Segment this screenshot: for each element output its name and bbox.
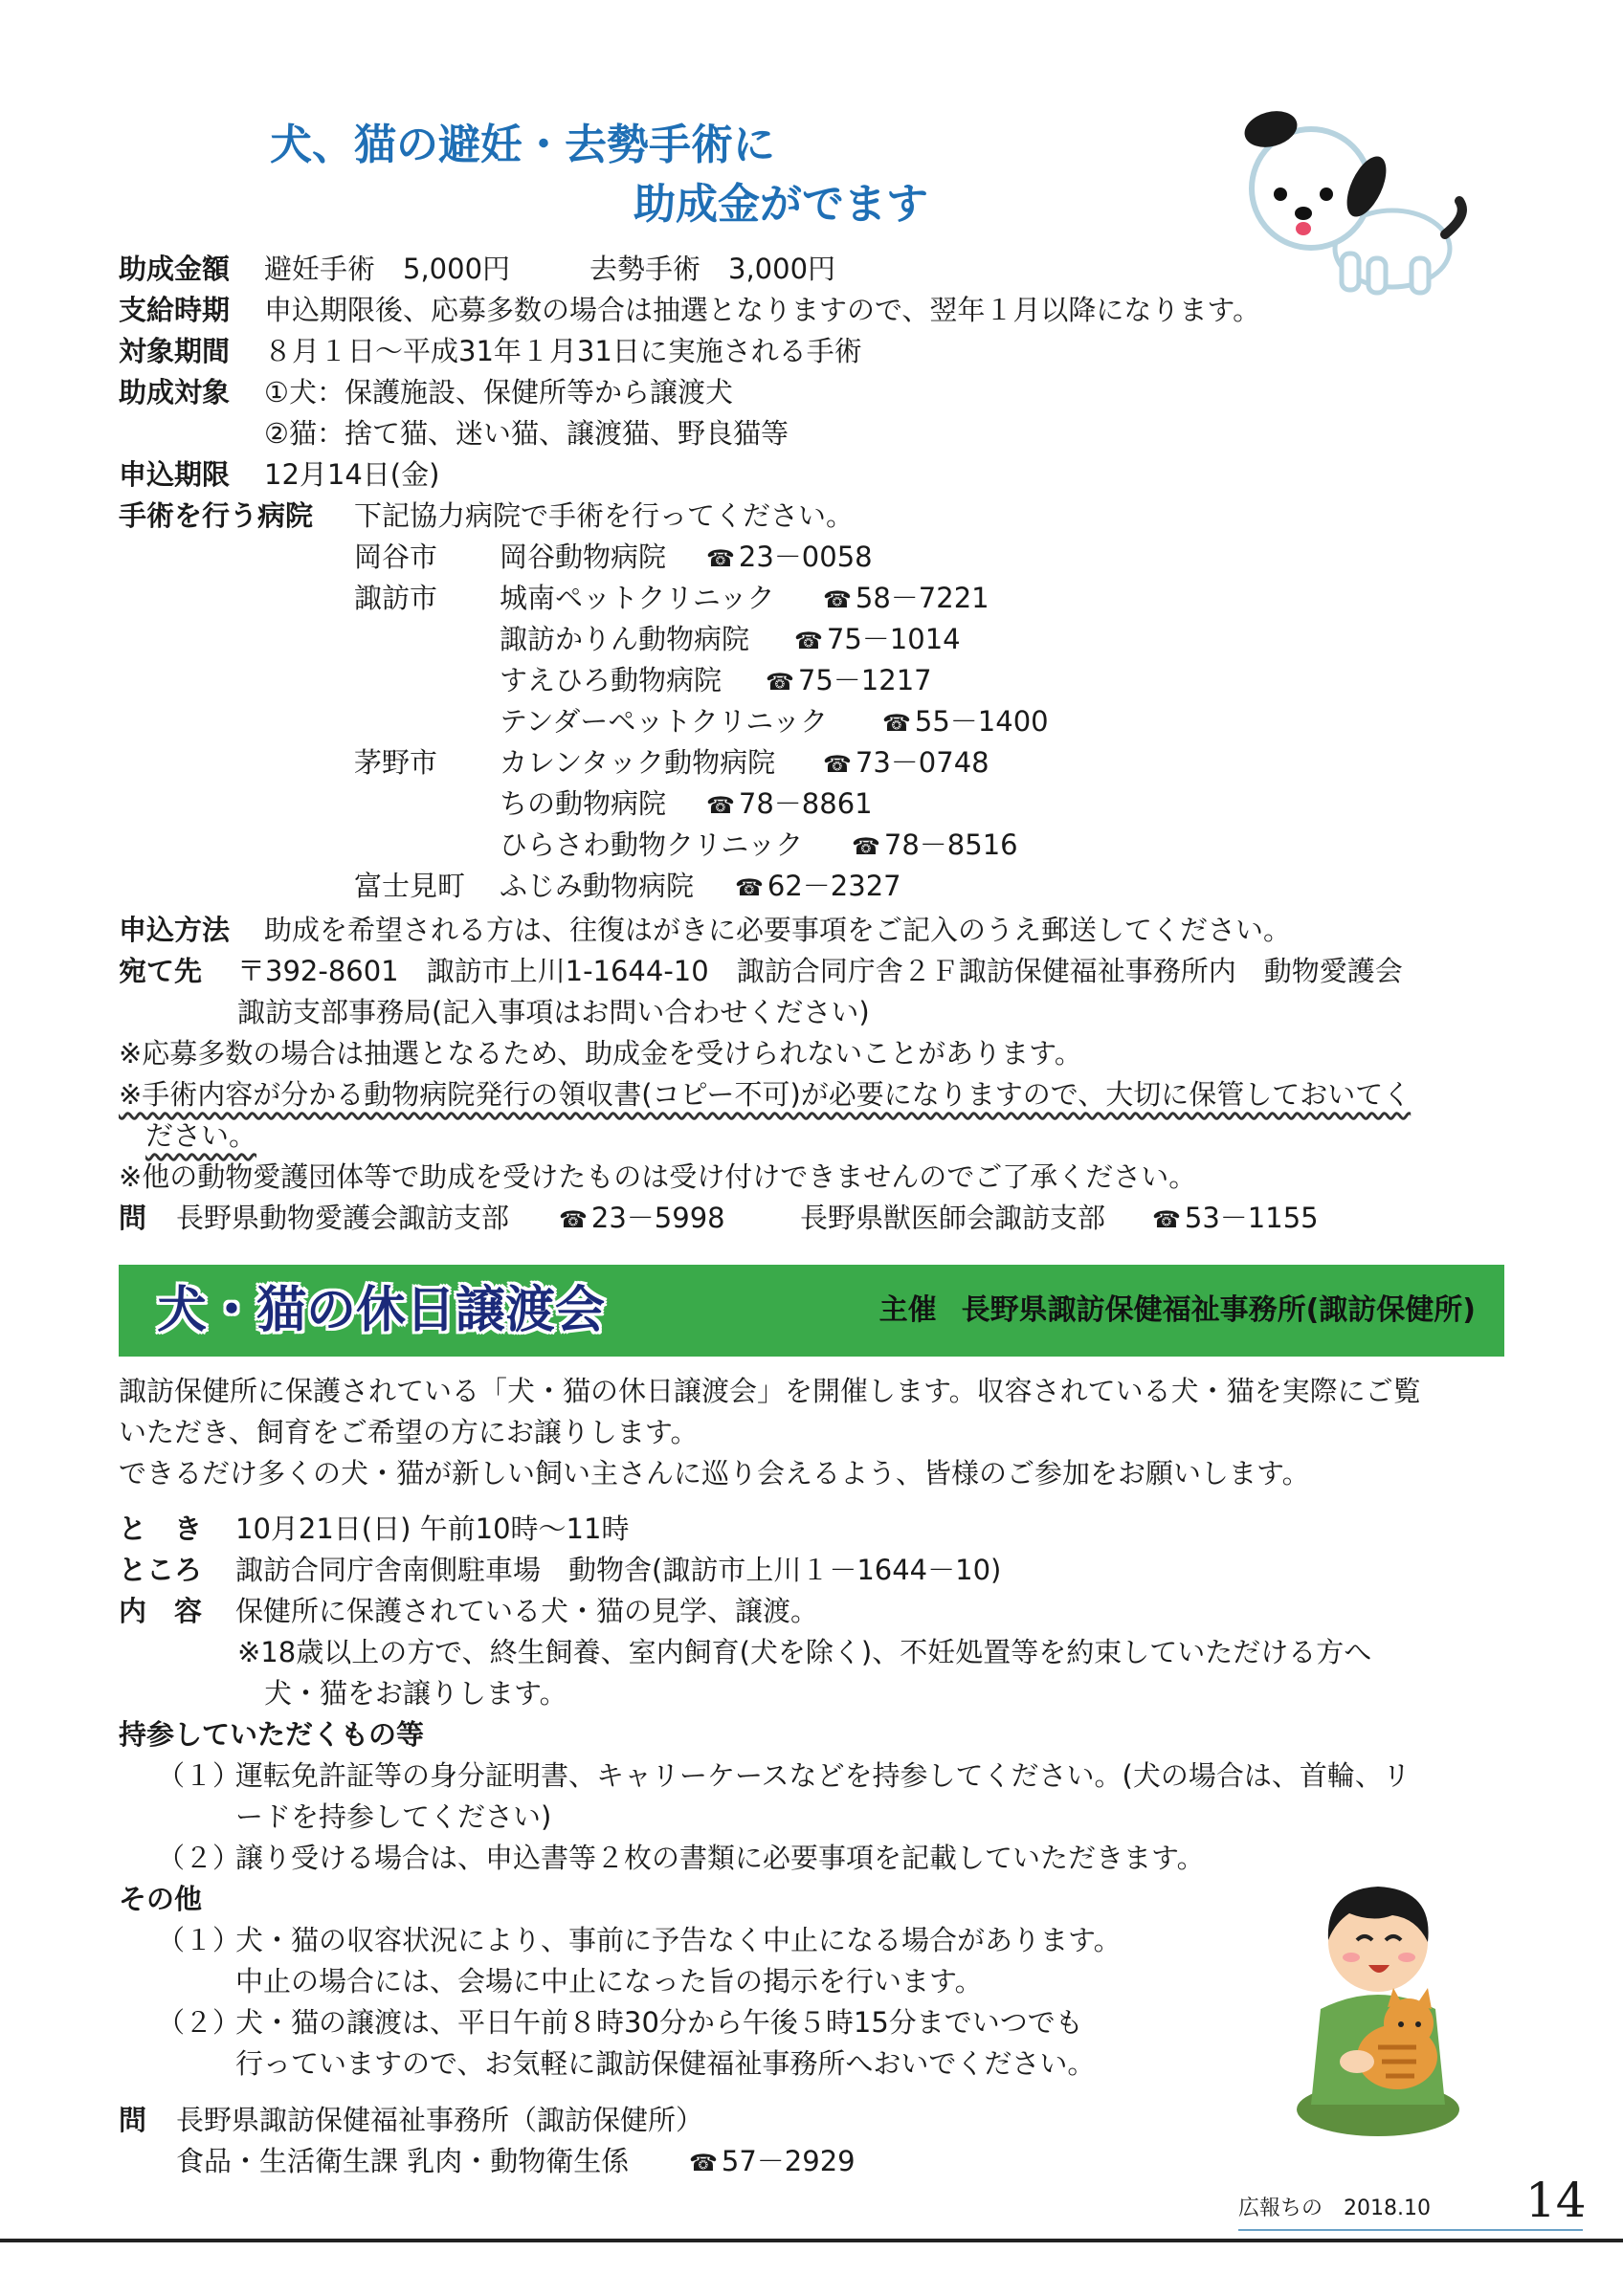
deadline-text: 12月14日(金) [264, 458, 440, 491]
contact1-name: 長野県動物愛護会諏訪支部 [176, 1202, 510, 1234]
boy-with-cat-illustration [1282, 1866, 1474, 2143]
hospital-city: 岡谷市 [354, 541, 438, 573]
hospital-row [354, 702, 1215, 743]
hospital-name: ひらさわ動物クリニック [500, 828, 804, 861]
content-label: 内 容 [119, 1595, 203, 1627]
intro-line3: できるだけ多くの犬・猫が新しい飼い主さんに巡り会えるよう、皆様のご参加をお願いします。 [119, 1457, 1310, 1490]
note-2-line2 [145, 1116, 256, 1155]
hospital-tel: ☎ 78－8861 [706, 784, 873, 825]
other-2-line1: 犬・猫の譲渡は、平日午前８時30分から午後５時15分までいつでも [235, 2006, 1083, 2039]
target-1: ①犬：保護施設、保健所等から譲渡犬 [264, 376, 733, 408]
target-2: ②猫：捨て猫、迷い猫、譲渡猫、野良猫等 [264, 417, 789, 450]
footer-publication: 広報ちの 2018.10 [1238, 2197, 1431, 2220]
address-line2: 諏訪支部事務局(記入事項はお問い合わせください) [237, 996, 870, 1028]
event-banner-title: 犬・猫の休日譲渡会 [157, 1282, 606, 1339]
hospital-tel: ☎ 58－7221 [823, 579, 989, 619]
other-label: その他 [119, 1883, 203, 1915]
event-contact-label: 問 [119, 2104, 147, 2136]
hospital-row [354, 784, 1215, 826]
payment-label: 支給時期 [119, 294, 231, 326]
hospital-name: カレンタック動物病院 [500, 746, 776, 779]
bring-1-line1: 運転免許証等の身分証明書、キャリーケースなどを持参してください。(犬の場合は、首輪、リ [235, 1759, 1411, 1792]
hospital-row [354, 826, 1215, 867]
bring-label: 持参していただくもの等 [119, 1718, 425, 1751]
amount-label: 助成金額 [119, 253, 231, 285]
hospital-tel: ☎ 75－1014 [794, 620, 961, 660]
contact2-name: 長野県獣医師会諏訪支部 [800, 1202, 1106, 1234]
hospital-intro: 下記協力病院で手術を行ってください。 [354, 499, 855, 532]
hospital-city: 諏訪市 [354, 582, 438, 614]
bring-2-num: （２） [157, 1842, 241, 1874]
hospital-tel: ☎ 23－0058 [706, 538, 873, 578]
method-text: 助成を希望される方は、往復はがきに必要事項をご記入のうえ郵送してください。 [264, 914, 1292, 946]
content-text: 保健所に保護されている犬・猫の見学、譲渡。 [235, 1595, 819, 1627]
note-2-line1-text: ※手術内容が分かる動物病院発行の領収書(コピー不可)が必要になりますので、大切に保管しておいてく [119, 1078, 1412, 1111]
amount-spay: 避妊手術 5,000円 [264, 253, 511, 285]
contact1-tel: ☎ 23－5998 [559, 1199, 725, 1239]
hospital-list [354, 538, 1215, 908]
note-1: ※応募多数の場合は抽選となるため、助成金を受けられないことがあります。 [119, 1037, 1082, 1070]
event-banner-host-label: 主催 [878, 1293, 937, 1327]
hospital-row [354, 620, 1215, 661]
hospital-row [354, 743, 1215, 784]
event-contact-line2: 食品・生活衛生課 乳肉・動物衛生係 [176, 2145, 630, 2177]
deadline-label: 申込期限 [119, 458, 231, 491]
hospital-city: 富士見町 [354, 870, 466, 902]
intro-line2: いただき、飼育をご希望の方にお譲りします。 [119, 1416, 699, 1448]
hospital-tel: ☎ 55－1400 [882, 702, 1049, 742]
other-1-line2: 中止の場合には、会場に中止になった旨の掲示を行います。 [235, 1965, 983, 1998]
dog-illustration [1234, 110, 1474, 301]
period-label: 対象期間 [119, 335, 231, 367]
hospital-tel: ☎ 73－0748 [823, 743, 989, 784]
hospital-tel: ☎ 62－2327 [735, 867, 901, 907]
event-banner [119, 1265, 1504, 1357]
other-1-line1: 犬・猫の収容状況により、事前に予告なく中止になる場合があります。 [235, 1924, 1122, 1956]
hospital-name: テンダーペットクリニック [500, 705, 829, 738]
where-text: 諏訪合同庁舎南側駐車場 動物舎(諏訪市上川１－1644－10) [235, 1554, 1002, 1586]
target-label: 助成対象 [119, 376, 231, 408]
hospital-name: 岡谷動物病院 [500, 541, 667, 573]
contact2-tel: ☎ 53－1155 [1152, 1199, 1319, 1239]
method-label: 申込方法 [119, 914, 231, 946]
bring-1-num: （１） [157, 1759, 241, 1792]
other-2-num: （２） [157, 2006, 241, 2039]
bring-2: 譲り受ける場合は、申込書等２枚の書類に必要事項を記載していただきます。 [235, 1842, 1205, 1874]
note-2-line2-text: ださい。 [145, 1119, 257, 1152]
hospital-row [354, 579, 1215, 620]
event-contact-line1: 長野県諏訪保健福祉事務所（諏訪保健所） [176, 2104, 704, 2136]
hospital-row [354, 661, 1215, 702]
hospital-tel: ☎ 78－8516 [852, 826, 1018, 866]
content-note1: ※18歳以上の方で、終生飼養、室内飼育(犬を除く)、不妊処置等を約束していただける方へ [237, 1636, 1372, 1668]
content-note2: 犬・猫をお譲りします。 [264, 1677, 567, 1710]
other-2-line2: 行っていますので、お気軽に諏訪保健福祉事務所へおいでください。 [235, 2047, 1096, 2080]
hospital-name: すえひろ動物病院 [500, 664, 723, 696]
other-1-num: （１） [157, 1924, 241, 1956]
when-label: と き [119, 1512, 203, 1545]
period-text: ８月１日～平成31年１月31日に実施される手術 [264, 335, 862, 367]
address-line1: 〒392-8601 諏訪市上川1-1644-10 諏訪合同庁舎２Ｆ諏訪保健福祉事務所内 動物愛護会 [237, 955, 1403, 987]
amount-row [119, 250, 230, 288]
footer-bar [0, 2239, 1623, 2242]
hospital-row [354, 538, 1215, 579]
event-contact-tel: ☎ 57－2929 [689, 2142, 856, 2182]
bring-1-line2: ードを持参してください) [235, 1800, 552, 1833]
hospital-city: 茅野市 [354, 746, 438, 779]
hospital-tel: ☎ 75－1217 [766, 661, 932, 701]
event-banner-host-name: 長野県諏訪保健福祉事務所(諏訪保健所) [961, 1293, 1476, 1327]
event-banner-host [879, 1292, 1476, 1330]
footer-rule [1238, 2229, 1583, 2231]
payment-text: 申込期限後、応募多数の場合は抽選となりますので、翌年１月以降になります。 [264, 294, 1261, 326]
amount-neuter: 去勢手術 3,000円 [589, 253, 836, 285]
where-label: ところ [119, 1554, 203, 1586]
hospital-name: ふじみ動物病院 [500, 870, 695, 902]
hospital-name: ちの動物病院 [500, 787, 667, 820]
hospital-name: 諏訪かりん動物病院 [500, 623, 750, 655]
note-2-line1 [119, 1075, 1411, 1114]
section1-title-line2: 助成金がでます [634, 180, 928, 229]
note-3: ※他の動物愛護団体等で助成を受けたものは受け付けできませんのでご了承ください。 [119, 1160, 1197, 1193]
address-label: 宛て先 [119, 955, 203, 987]
hospital-row [354, 867, 1215, 908]
contact-label: 問 [119, 1202, 147, 1234]
hospital-label: 手術を行う病院 [119, 499, 314, 532]
when-text: 10月21日(日) 午前10時～11時 [235, 1512, 630, 1545]
section1-title-line1: 犬、猫の避妊・去勢手術に [270, 121, 775, 169]
hospital-name: 城南ペットクリニック [500, 582, 775, 614]
intro-line1: 諏訪保健所に保護されている「犬・猫の休日譲渡会」を開催します。収容されている犬・猫を実際にご覧 [119, 1375, 1421, 1407]
page-number: 14 [1525, 2173, 1587, 2228]
